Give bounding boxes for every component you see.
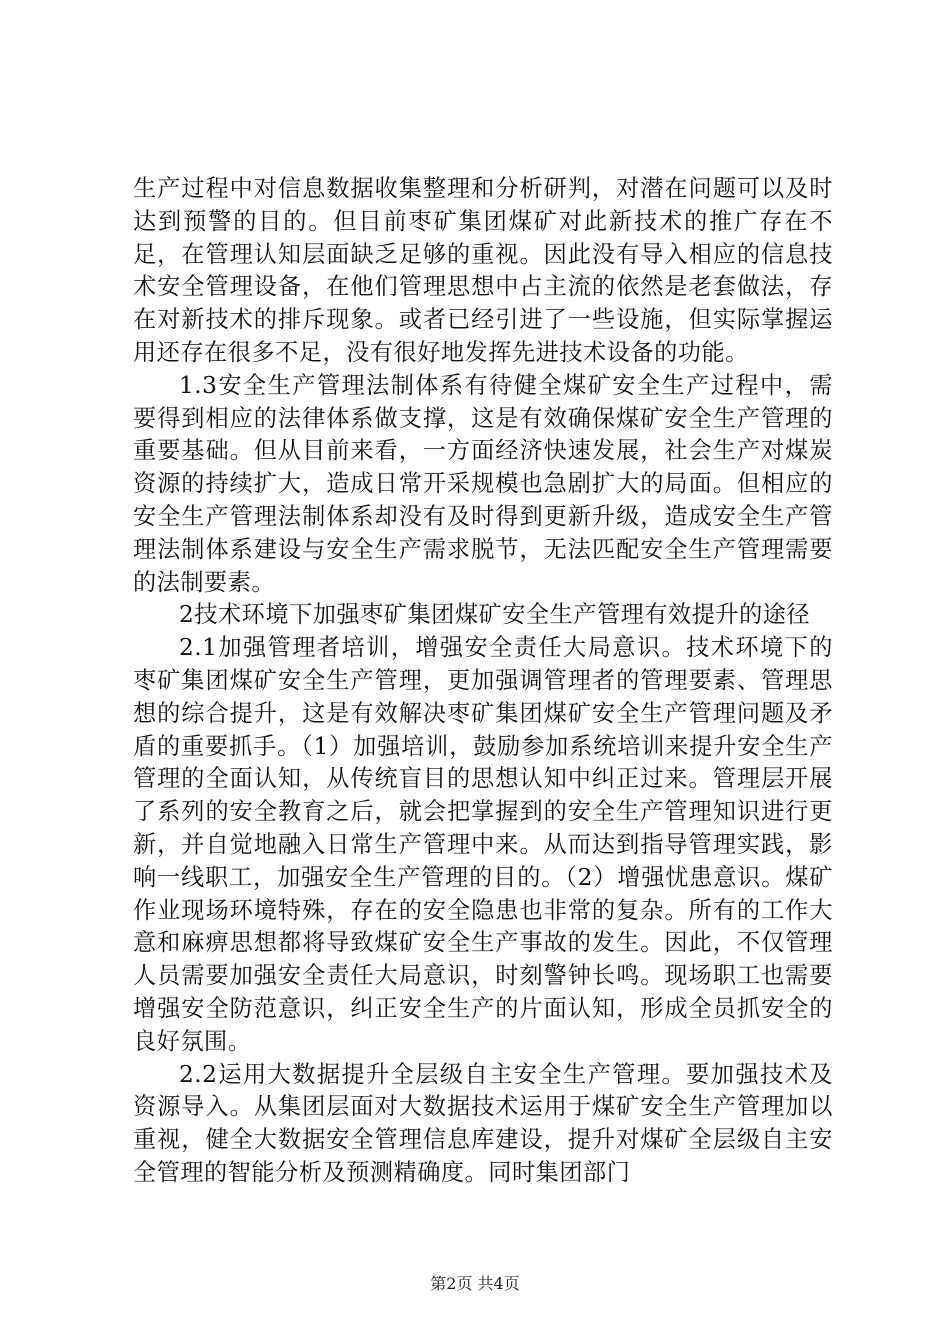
paragraph-2: 1.3安全生产管理法制体系有待健全煤矿安全生产过程中，需要得到相应的法律体系做支撑，这是有效确保煤矿安全生产管理的重要基础。但从目前来看，一方面经济快速发展，社会生产对煤炭资源的持续扩大，造成日常开采规模也急剧扩大的局面。但相应的安全生产管理法制体系却没有及时得到更新升级，造成安全生产管理法制体系建设与安全生产需求脱节，无法匹配安全生产管理需要的法制要素。 — [133, 371, 833, 596]
paragraph-3: 2.1加强管理者培训，增强安全责任大局意识。技术环境下的枣矿集团煤矿安全生产管理，更加强调管理者的管理要素、管理思想的综合提升，这是有效解决枣矿集团煤矿安全生产管理问题及矛盾的重要抓手。（1）加强培训，鼓励参加系统培训来提升安全生产管理的全面认知，从传统盲目的思想认知中纠正过来。管理层开展了系列的安全教育之后，就会把掌握到的安全生产管理知识进行更新，并自觉地融入日常生产管理中来。从而达到指导管理实践，影响一线职工，加强安全生产管理的目的。（2）增强忧患意识。煤矿作业现场环境特殊，存在的安全隐患也非常的复杂。所有的工作大意和麻痹思想都将导致煤矿安全生产事故的发生。因此，不仅管理人员需要加强安全责任大局意识，时刻警钟长鸣。现场职工也需要增强安全防范意识，纠正安全生产的片面认知，形成全员抓安全的良好氛围。 — [133, 634, 833, 1055]
paragraph-1: 生产过程中对信息数据收集整理和分析研判，对潜在问题可以及时达到预警的目的。但目前枣矿集团煤矿对此新技术的推广存在不足，在管理认知层面缺乏足够的重视。因此没有导入相应的信息技术安全管理设备，在他们管理思想中占主流的依然是老套做法，存在对新技术的排斥现象。或者已经引进了一些设施，但实际掌握运用还存在很多不足，没有很好地发挥先进技术设备的功能。 — [133, 175, 833, 366]
document-body — [133, 173, 833, 1190]
section-heading-2: 2技术环境下加强枣矿集团煤矿安全生产管理有效提升的途径 — [179, 601, 811, 629]
paragraph-4: 2.2运用大数据提升全层级自主安全生产管理。要加强技术及资源导入。从集团层面对大数据技术运用于煤矿安全生产管理加以重视，健全大数据安全管理信息库建设，提升对煤矿全层级自主安全管理的智能分析及预测精确度。同时集团部门 — [133, 1060, 833, 1186]
page-footer: 第2页 共4页 — [430, 1274, 520, 1293]
